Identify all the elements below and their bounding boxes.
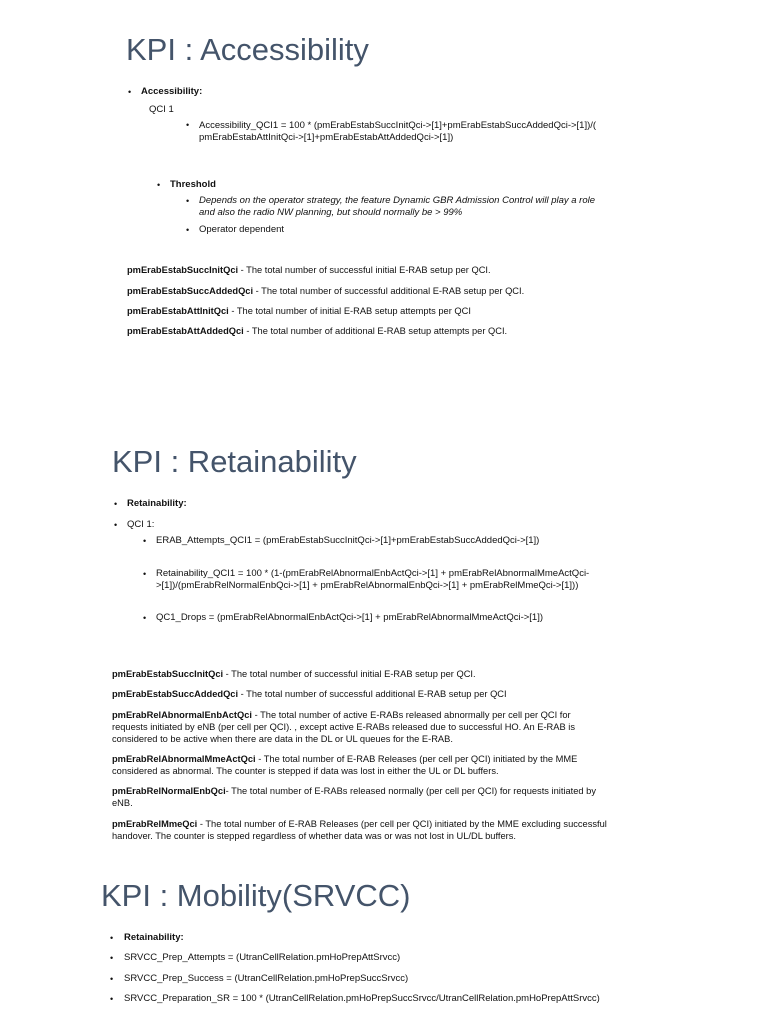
- def-term: pmErabRelNormalEnbQci: [112, 786, 226, 796]
- slide2-formula-retain-line1: Retainability_QCI1 = 100 * (1-(pmErabRelAbnormalEnbActQci->[1] + pmErabRelAbnormalMmeActQci-: [156, 568, 590, 579]
- def-term: pmErabEstabSuccInitQci: [127, 265, 239, 275]
- def-line1: - The total number of active E-RABs released abnormally per cell per QCI for: [252, 710, 571, 720]
- slide2-def-row: [112, 688, 672, 700]
- bullet-dot: •: [186, 225, 190, 235]
- def-desc: - The total number of initial E-RAB setup attempts per QCI: [228, 306, 471, 316]
- slide1-heading: Accessibility:: [141, 86, 203, 97]
- slide1-title: KPI : Accessibility: [126, 32, 369, 67]
- bullet-dot: •: [110, 994, 114, 1004]
- bullet-dot: •: [128, 87, 132, 97]
- slide3-formula: SRVCC_Preparation_SR = 100 * (UtranCellRelation.pmHoPrepSuccSrvcc/UtranCellRelation.pmHoPrepAttSrvcc): [124, 993, 600, 1004]
- def-term: pmErabEstabAttAddedQci: [127, 326, 244, 336]
- slide1-threshold-note-line2: and also the radio NW planning, but should normally be > 99%: [199, 207, 463, 218]
- bullet-dot: •: [110, 974, 114, 984]
- slide2-def-row: [112, 785, 672, 809]
- def-line1: - The total number of E-RABs released normally (per cell per QCI) for requests initiated by: [225, 786, 596, 796]
- def-line1: - The total number of E-RAB Releases (per cell per QCI) initiated by the MME excluding successful: [197, 819, 607, 829]
- slide2-title: KPI : Retainability: [112, 444, 357, 479]
- slide1-threshold-note-line1: Depends on the operator strategy, the feature Dynamic GBR Admission Control will play a role: [199, 195, 596, 206]
- bullet-dot: •: [110, 953, 114, 963]
- def-desc: - The total number of successful additional E-RAB setup per QCI.: [253, 286, 525, 296]
- slide2-def-row: [112, 818, 672, 842]
- def-line2: requests initiated by eNB (per cell per QCI). , except active E-RABs released due to successful HO. An E-RAB is: [112, 722, 575, 732]
- bullet-dot: •: [143, 613, 147, 623]
- def-term: pmErabEstabSuccInitQci: [112, 669, 224, 679]
- slide1-formula-line2: pmErabEstabAttInitQci->[1]+pmErabEstabAttAddedQci->[1]): [199, 132, 454, 143]
- slide3-formula: SRVCC_Prep_Attempts = (UtranCellRelation.pmHoPrepAttSrvcc): [124, 952, 401, 963]
- slide2-formula-drops: QC1_Drops = (pmErabRelAbnormalEnbActQci->[1] + pmErabRelAbnormalMmeActQci->[1]): [156, 612, 544, 623]
- def-line2: handover. The counter is stepped regardless of whether data was or was not lost in UL/DL buffers.: [112, 831, 516, 841]
- bullet-dot: •: [143, 569, 147, 579]
- def-desc: - The total number of additional E-RAB setup attempts per QCI.: [243, 326, 508, 336]
- def-line1: - The total number of E-RAB Releases (per cell per QCI) initiated by the MME: [255, 754, 578, 764]
- bullet-dot: •: [157, 180, 161, 190]
- slide1-formula-line1: Accessibility_QCI1 = 100 * (pmErabEstabSuccInitQci->[1]+pmErabEstabSuccAddedQci->[1])/(: [199, 120, 597, 131]
- def-term: pmErabRelAbnormalMmeActQci: [112, 754, 256, 764]
- def-desc: - The total number of successful initial E-RAB setup per QCI.: [238, 265, 491, 275]
- bullet-dot: •: [110, 933, 114, 943]
- slide1-def-row: [127, 325, 507, 337]
- slide1-threshold-operator: Operator dependent: [199, 224, 285, 235]
- slide1-def-row: [127, 305, 471, 317]
- slide1-formula: [199, 120, 659, 144]
- slide2-formula-retain-line2: >[1])/(pmErabRelNormalEnbQci->[1] + pmErabRelAbnormalEnbQci->[1] + pmErabRelMmeQci->[1])): [156, 580, 579, 591]
- def-line3: considered to be active when there are data in the DL or UL queues for the E-RAB.: [112, 734, 453, 744]
- slide2-def-row: [112, 709, 672, 745]
- slide3-title: KPI : Mobility(SRVCC): [101, 878, 411, 913]
- bullet-dot: •: [186, 196, 190, 206]
- slide2-formula-attempts: ERAB_Attempts_QCI1 = (pmErabEstabSuccInitQci->[1]+pmErabEstabSuccAddedQci->[1]): [156, 535, 540, 546]
- bullet-dot: •: [114, 499, 118, 509]
- slide3-formula: SRVCC_Prep_Success = (UtranCellRelation.pmHoPrepSuccSrvcc): [124, 973, 409, 984]
- slide2-formula-retain: [156, 568, 636, 592]
- slide3-heading: Retainability:: [124, 932, 184, 943]
- slide1-qci-label: QCI 1: [149, 104, 174, 115]
- def-line1: - The total number of successful additional E-RAB setup per QCI: [238, 689, 507, 699]
- def-line2: eNB.: [112, 798, 133, 808]
- bullet-dot: •: [186, 120, 190, 130]
- def-line2: considered as abnormal. The counter is stepped if data was lost in either the UL or DL buffers.: [112, 766, 499, 776]
- slide1-def-row: [127, 285, 524, 297]
- slide2-def-row: [112, 668, 672, 680]
- slide2-def-row: [112, 753, 672, 777]
- def-term: pmErabRelMmeQci: [112, 819, 198, 829]
- bullet-dot: •: [143, 536, 147, 546]
- def-term: pmErabEstabAttInitQci: [127, 306, 229, 316]
- slide1-threshold-heading: Threshold: [170, 179, 216, 190]
- def-term: pmErabEstabSuccAddedQci: [127, 286, 254, 296]
- def-term: pmErabEstabSuccAddedQci: [112, 689, 239, 699]
- slide2-qci-label: QCI 1:: [127, 519, 155, 530]
- slide1-def-row: [127, 264, 491, 276]
- def-line1: - The total number of successful initial E-RAB setup per QCI.: [223, 669, 476, 679]
- def-term: pmErabRelAbnormalEnbActQci: [112, 710, 252, 720]
- bullet-dot: •: [114, 520, 118, 530]
- slide2-heading: Retainability:: [127, 498, 187, 509]
- slide1-threshold-note: [199, 195, 669, 219]
